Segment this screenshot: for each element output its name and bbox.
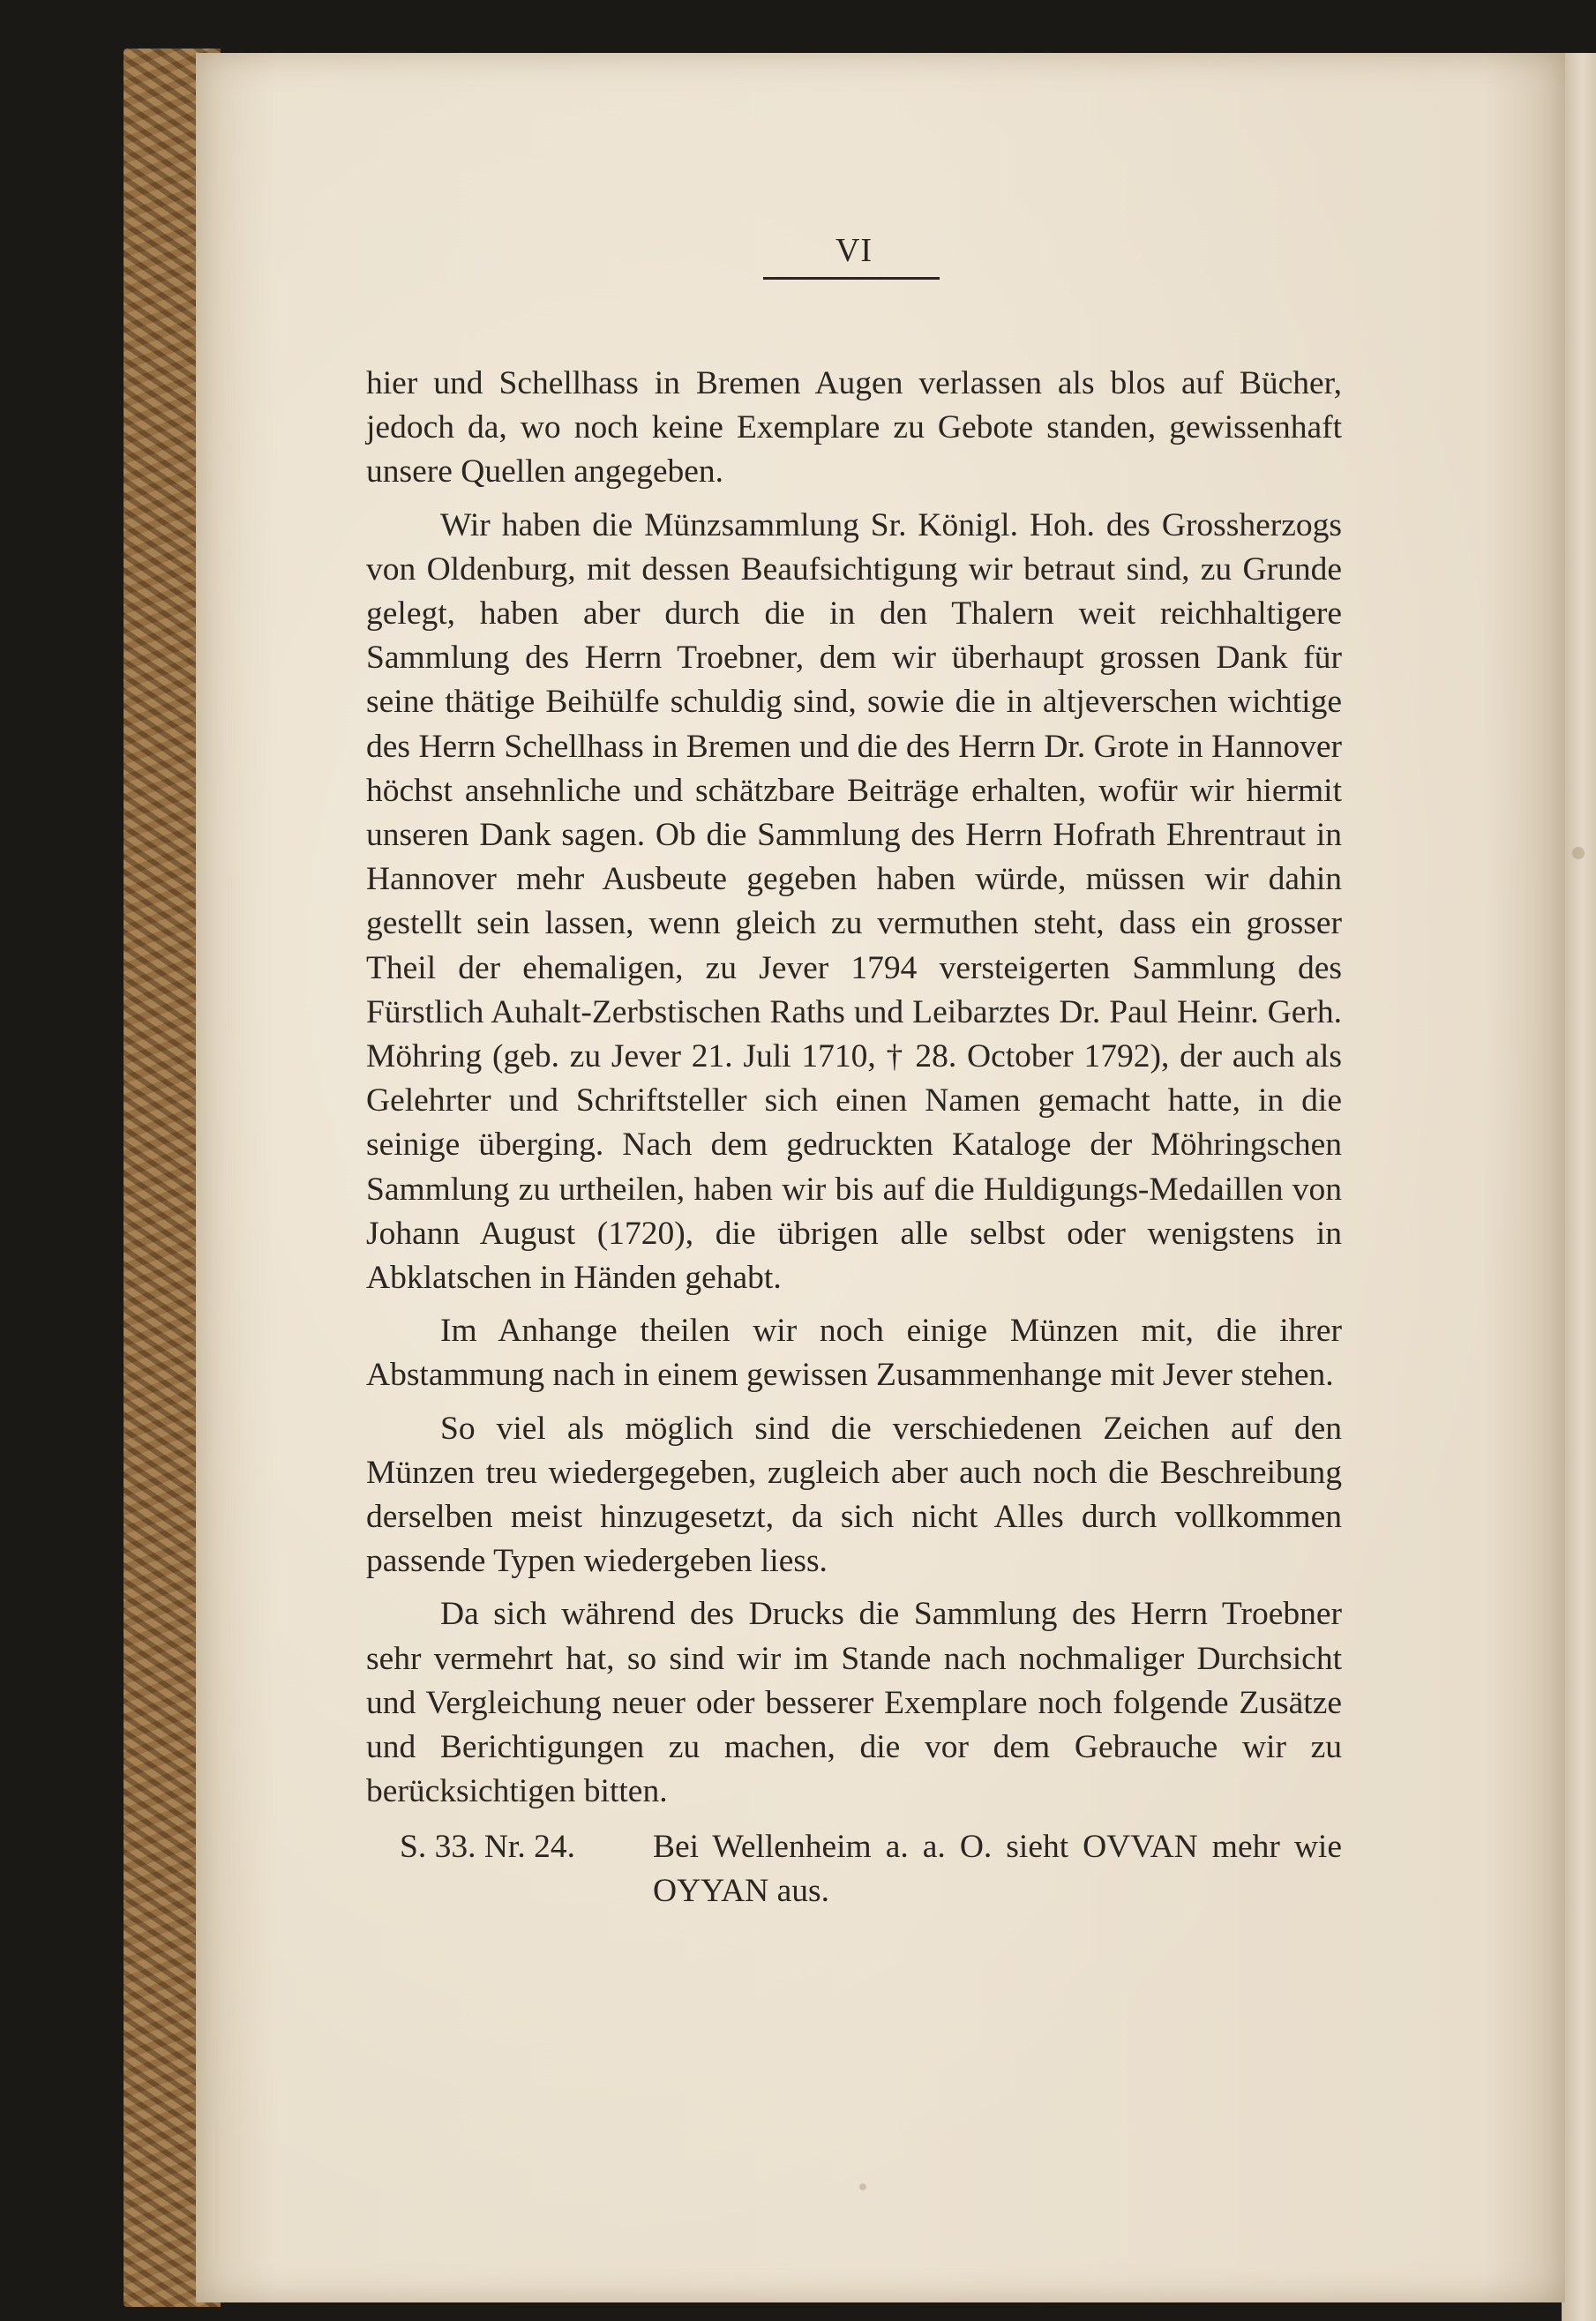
correction-note (366, 1825, 1342, 1913)
paper-spot (1572, 847, 1585, 859)
page-number: VI (835, 232, 873, 269)
body-text (366, 362, 1342, 1913)
paragraph: Da sich während des Drucks die Sammlung des Herrn Troebner sehr vermehrt hat, so sind wir im Stande nach nochmaliger Durchsicht und Vergleichung neuer oder besserer Exemplare noch folgende Zusätze und Berichtigungen zu machen, die vor dem Gebrauche wir zu berücksichtigen bitten. (366, 1596, 1342, 1810)
paper-spot (859, 2183, 866, 2190)
facing-page-edge (1562, 53, 1596, 2321)
paragraph: Im Anhange theilen wir noch einige Münzen mit, die ihrer Abstammung nach in einem gewissen Zusammenhange mit Jever stehen. (366, 1313, 1342, 1394)
note-reference: S. 33. Nr. 24. (400, 1828, 575, 1865)
paragraph-continuation: hier und Schellhass in Bremen Augen verlassen als blos auf Bücher, jedoch da, wo noch keine Exemplare zu Gebote standen, gewissenhaft unsere Quellen angegeben. (366, 365, 1342, 490)
paragraph: So viel als möglich sind die verschiedenen Zeichen auf den Münzen treu wiedergegeben, zugleich aber auch noch die Beschreibung derselben meist hinzugesetzt, da sich nicht Alles durch vollkommen passende Typen wiedergeben liess. (366, 1410, 1342, 1580)
paragraph: Wir haben die Münzsammlung Sr. Königl. Hoh. des Grossherzogs von Oldenburg, mit dessen Beaufsichtigung wir betraut sind, zu Grunde gelegt, haben aber durch die in den Thalern weit reichhaltigere Sammlung des Herrn Troebner, dem wir überhaupt grossen Dank für seine thätige Beihülfe schuldig sind, sowie die in altjeverschen wichtige des Herrn Schellhass in Bremen und die des Herrn Dr. Grote in Hannover höchst ansehnliche und schätzbare Beiträge erhalten, wofür wir hiermit unseren Dank sagen. Ob die Sammlung des Herrn Hofrath Ehrentraut in Hannover mehr Ausbeute gegeben haben würde, müssen wir dahin gestellt sein lassen, wenn gleich zu vermuthen steht, dass ein grosser Theil der ehemaligen, zu Jever 1794 versteigerten Sammlung des Fürstlich Auhalt-Zerbstischen Raths und Leibarztes Dr. Paul Heinr. Gerh. Möhring (geb. zu Jever 21. Juli 1710, † 28. October 1792), der auch als Gelehrter und Schriftsteller sich einen Namen gemacht hatte, in die seinige überging. Nach dem gedruckten Kataloge der Möhringschen Sammlung zu urtheilen, haben wir bis auf die Huldigungs-Medaillen von Johann August (1720), die übrigen alle selbst oder wenigstens in Abklatschen in Händen gehabt. (366, 506, 1342, 1297)
header-rule (763, 277, 940, 280)
book-page (196, 53, 1565, 2302)
note-text: Bei Wellenheim a. a. O. sieht OVVAN mehr wie OYYAN aus. (653, 1828, 1342, 1909)
